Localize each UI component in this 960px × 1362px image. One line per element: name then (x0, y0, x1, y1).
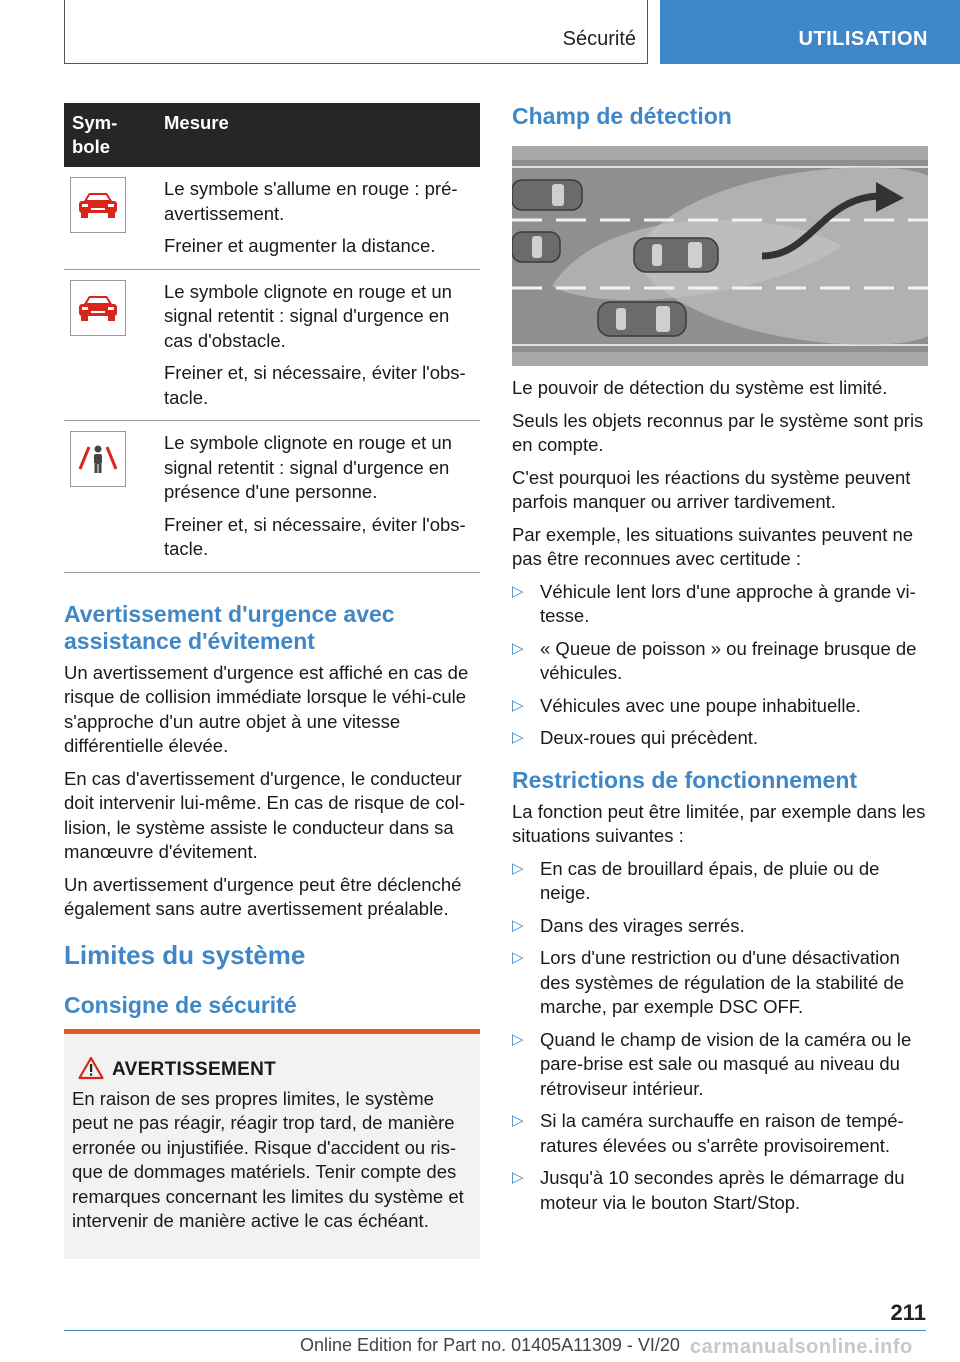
para-champ-3: C'est pourquoi les réactions du système peuvent parfois manquer ou arriver tardivement. (512, 466, 911, 512)
bullet-triangle-icon: ▷ (512, 859, 524, 877)
restrictions-list (512, 857, 928, 1216)
heading-avertissement: Avertissement d'urgence avec assistance d'évitement (64, 600, 395, 654)
heading-limites: Limites du système (64, 939, 306, 970)
list-item: ▷ Véhicule lent lors d'une approche à grande vi-tesse. (512, 580, 916, 626)
col-symbol-label: Sym- bole (72, 112, 118, 157)
header-tab-utilisation (660, 0, 960, 64)
para-avertissement-3: Un avertissement d'urgence peut être déclenché également sans autre avertissement préalable. (64, 873, 462, 919)
car-warning-icon (70, 280, 126, 336)
bullet-triangle-icon: ▷ (512, 696, 524, 714)
row3-line2: Freiner et, si nécessaire, éviter l'obs-tacle. (164, 513, 466, 559)
bullet-triangle-icon: ▷ (512, 949, 524, 966)
row3-line1: Le symbole clignote en rouge et un signal retentit : signal d'urgence en présence d'une personne. (164, 432, 452, 502)
bullet-triangle-icon: ▷ (512, 582, 524, 600)
list-item: ▷ Jusqu'à 10 secondes après le démarrage du moteur via le bouton Start/Stop. (512, 1167, 905, 1213)
header-section-title: Sécurité (562, 28, 636, 50)
bullet-triangle-icon: ▷ (512, 729, 524, 746)
table-header-symbol (64, 103, 156, 167)
pedestrian-warning-icon (70, 431, 126, 487)
heading-consigne: Consigne de sécurité (64, 991, 297, 1018)
row2-line1: Le symbole clignote en rouge et un signal retentit : signal d'urgence en cas d'obstacle. (164, 280, 452, 351)
list-item: ▷ Lors d'une restriction ou d'une désactivation des systèmes de régulation de la stabilité de marche, par exemple DSC OFF. (512, 947, 905, 1017)
bullet-triangle-icon: ▷ (512, 1030, 524, 1048)
detection-field-illustration (512, 146, 928, 366)
header-tab-label: UTILISATION (798, 28, 928, 50)
bullet-triangle-icon: ▷ (512, 916, 524, 934)
left-column (64, 103, 480, 1019)
table-header-measure: Mesure (156, 103, 480, 167)
bullet-triangle-icon: ▷ (512, 639, 524, 657)
symbol-table (64, 103, 480, 573)
row1-line2: Freiner et augmenter la distance. (164, 235, 436, 256)
footer-divider (64, 1330, 926, 1331)
list-item: ▷ Quand le champ de vision de la caméra ou le pare-brise est sale ou masqué au niveau du rétroviseur intérieur. (512, 1028, 912, 1099)
row1-line1: Le symbole s'allume en rouge : pré-avertissement. (164, 178, 458, 224)
warning-triangle-icon (78, 1056, 104, 1088)
situations-list (512, 580, 928, 751)
para-restrictions: La fonction peut être limitée, par exemple dans les situations suivantes : (512, 800, 926, 846)
bullet-triangle-icon: ▷ (512, 1169, 524, 1186)
warning-title-text: AVERTISSEMENT (112, 1059, 277, 1080)
list-item: ▷ « Queue de poisson » ou freinage brusque de véhicules. (512, 637, 917, 683)
warning-title (112, 1058, 472, 1083)
list-item: ▷ Véhicules avec une poupe inhabituelle. (512, 694, 928, 719)
heading-restrictions: Restrictions de fonctionnement (512, 766, 858, 793)
car-warning-icon (70, 177, 126, 233)
para-champ-2: Seuls les objets reconnus par le système sont pris en compte. (512, 409, 924, 455)
list-item: ▷ Dans des virages serrés. (512, 914, 928, 939)
page-number: 211 (890, 1300, 926, 1325)
para-avertissement-1: Un avertissement d'urgence est affiché en cas de risque de collision immédiate lorsque le véhi-cule s'approche d'un autre objet à une vitesse différentielle élevée. (64, 661, 469, 756)
footer-edition: Online Edition for Part no. 01405A11309 - VI/20 (300, 1335, 680, 1355)
para-champ-1: Le pouvoir de détection du système est limité. (512, 377, 888, 398)
heading-champ: Champ de détection (512, 103, 732, 129)
warning-text: En raison de ses propres limites, le système peut ne pas réagir, réagir trop tard, de manière erronée ou injustifiée. Risque d'accident ou ris-que de dommages matériels. Tenir compte des remarques concernant les limites du système et intervenir de manière active le cas échéant. (72, 1087, 464, 1231)
list-item: ▷ Deux-roues qui précèdent. (512, 726, 928, 751)
watermark: carmanualsonline.info (690, 1336, 913, 1358)
warning-box (64, 1029, 480, 1259)
right-column (512, 103, 928, 1223)
table-row (64, 167, 480, 269)
table-row (64, 269, 480, 421)
bullet-triangle-icon: ▷ (512, 1112, 524, 1129)
row2-line2: Freiner et, si nécessaire, éviter l'obs-tacle. (164, 362, 466, 408)
para-avertissement-2: En cas d'avertissement d'urgence, le conducteur doit intervenir lui-même. En cas de risque de col-lision, le système assiste le conducteur dans sa manœuvre d'évitement. (64, 767, 466, 862)
list-item: ▷ Si la caméra surchauffe en raison de tempé-ratures élevées ou s'arrête provisoirement. (512, 1110, 904, 1156)
table-row (64, 421, 480, 573)
list-item: ▷ En cas de brouillard épais, de pluie ou de neige. (512, 857, 880, 903)
para-champ-4: Par exemple, les situations suivantes peuvent ne pas être reconnues avec certitude : (512, 523, 914, 569)
